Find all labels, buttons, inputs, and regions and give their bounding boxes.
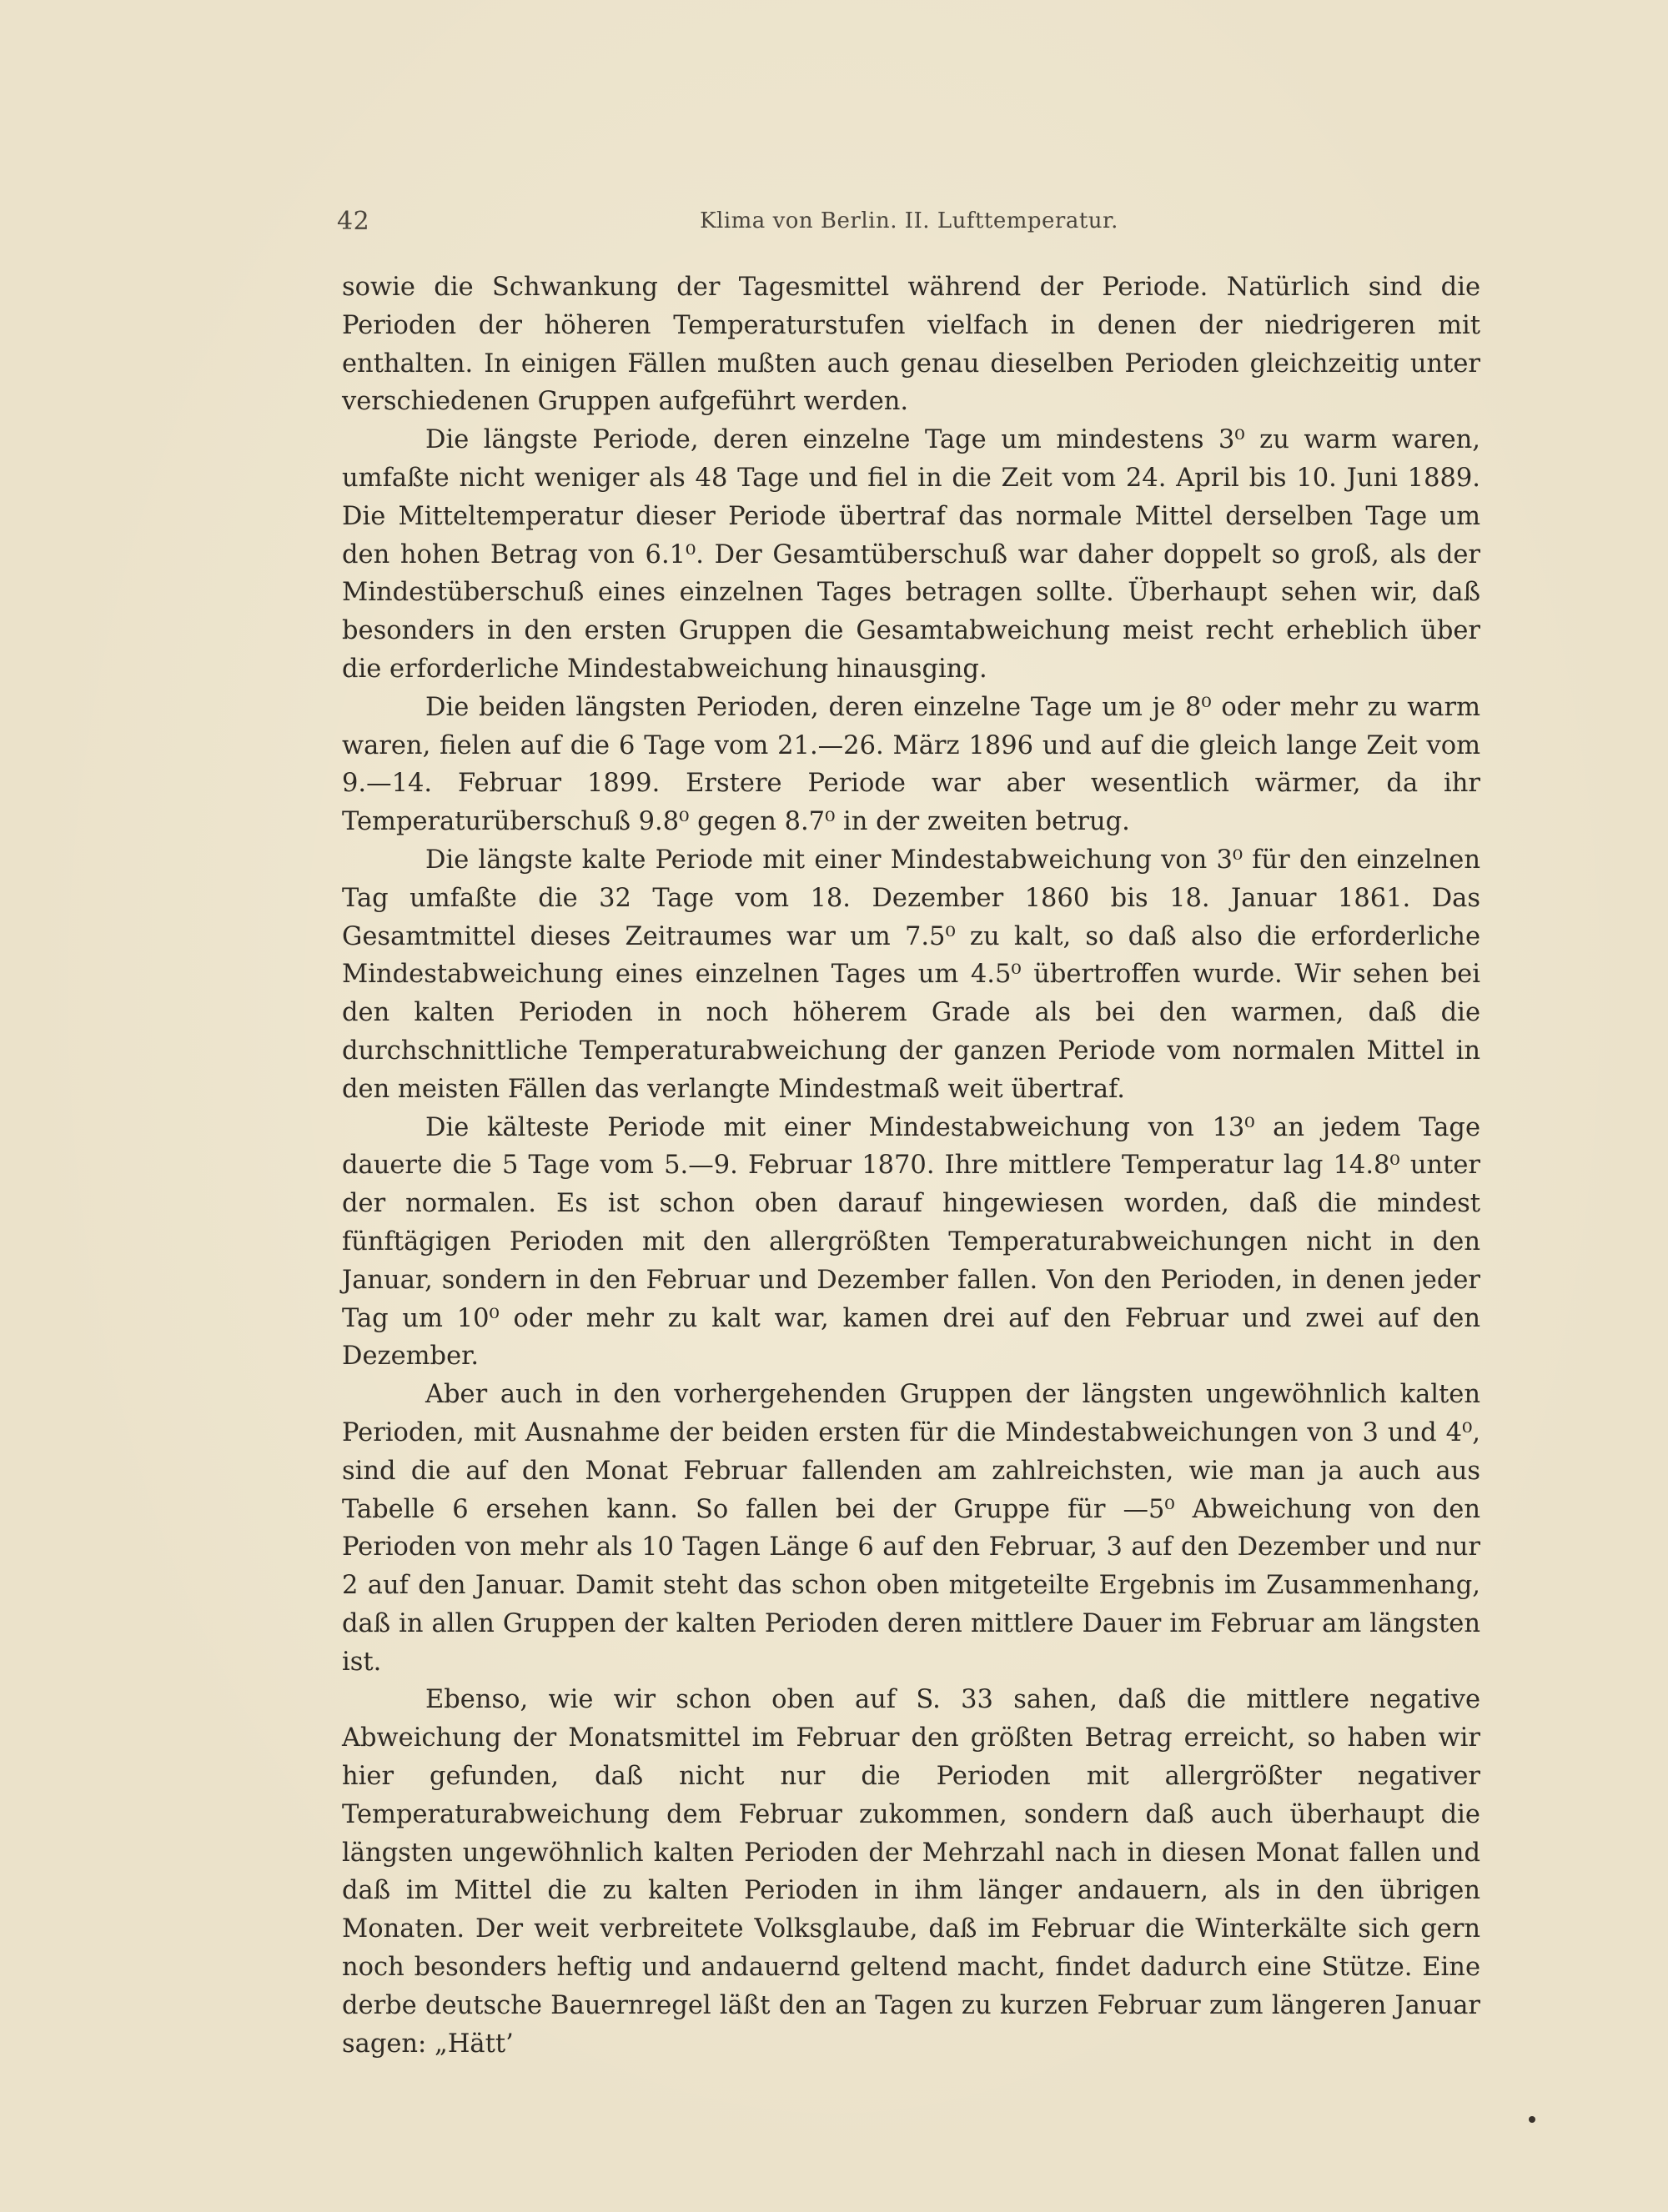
paper-speck — [1529, 2116, 1535, 2123]
paragraph-4: Die längste kalte Periode mit einer Mindestabweichung von 3⁰ für den einzelnen Tag umfaßte die 32 Tage vom 18. Dezember 1860 bis 18. Januar 1861. Das Gesamtmittel dieses Zeitraumes war um 7.5⁰ zu kalt, so daß also die erforderliche Mindestabweichung eines einzelnen Tages um 4.5⁰ übertroffen wurde. Wir sehen bei den kalten Perioden in noch höherem Grade als bei den warmen, daß die durchschnittliche Temperaturabweichung der ganzen Periode vom normalen Mittel in den meisten Fällen das verlangte Mindestmaß weit übertraf. — [342, 845, 1480, 1104]
paragraph-1: sowie die Schwankung der Tagesmittel während der Periode. Natürlich sind die Perioden der höheren Temperaturstufen vielfach in denen der niedrigeren mit enthalten. In einigen Fällen mußten auch genau dieselben Perioden gleichzeitig unter verschiedenen Gruppen aufgeführt werden. — [342, 273, 1480, 417]
paragraph-3: Die beiden längsten Perioden, deren einzelne Tage um je 8⁰ oder mehr zu warm waren, fielen auf die 6 Tage vom 21.—26. März 1896 und auf die gleich lange Zeit vom 9.—14. Februar 1899. Erstere Periode war aber wesentlich wärmer, da ihr Temperaturüberschuß 9.8⁰ gegen 8.7⁰ in der zweiten betrug. — [342, 692, 1480, 837]
paragraph-7: Ebenso, wie wir schon oben auf S. 33 sahen, daß die mittlere negative Abweichung der Monatsmittel im Februar den größten Betrag erreicht, so haben wir hier gefunden, daß nicht nur die Perioden mit allergrößter negativer Temperaturabweichung dem Februar zukommen, sondern daß auch überhaupt die längsten ungewöhnlich kalten Perioden der Mehrzahl nach in diesen Monat fallen und daß im Mittel die zu kalten Perioden in ihm länger andauern, als in den übrigen Monaten. Der weit verbreitete Volksglaube, daß im Februar die Winterkälte sich gern noch besonders heftig und andauernd geltend macht, findet dadurch eine Stütze. Eine derbe deutsche Bauernregel läßt den an Tagen zu kurzen Februar zum längeren Januar sagen: „Hätt’ — [342, 1685, 1480, 2059]
paragraph-5: Die kälteste Periode mit einer Mindestabweichung von 13⁰ an jedem Tage dauerte die 5 Tage vom 5.—9. Februar 1870. Ihre mittlere Temperatur lag 14.8⁰ unter der normalen. Es ist schon oben darauf hingewiesen worden, daß die mindest fünftägigen Perioden mit den allergrößten Temperaturabweichungen nicht in den Januar, sondern in den Februar und Dezember fallen. Von den Perioden, in denen jeder Tag um 10⁰ oder mehr zu kalt war, kamen drei auf den Februar und zwei auf den Dezember. — [342, 1112, 1480, 1372]
running-title: Klima von Berlin. II. Lufttemperatur. — [700, 208, 1118, 233]
paragraph-2: Die längste Periode, deren einzelne Tage um mindestens 3⁰ zu warm waren, umfaßte nicht weniger als 48 Tage und fiel in die Zeit vom 24. April bis 10. Juni 1889. Die Mitteltemperatur dieser Periode übertraf das normale Mittel derselben Tage um den hohen Betrag von 6.1⁰. Der Gesamtüberschuß war daher doppelt so groß, als der Mindestüberschuß eines einzelnen Tages betragen sollte. Überhaupt sehen wir, daß besonders in den ersten Gruppen die Gesamtabweichung meist recht erheblich über die erforderliche Mindestabweichung hinausging. — [342, 425, 1480, 684]
paragraph-6: Aber auch in den vorhergehenden Gruppen der längsten ungewöhnlich kalten Perioden, mit Ausnahme der beiden ersten für die Mindestabweichungen von 3 und 4⁰, sind die auf den Monat Februar fallenden am zahlreichsten, wie man ja auch aus Tabelle 6 ersehen kann. So fallen bei der Gruppe für —5⁰ Abweichung von den Perioden von mehr als 10 Tagen Länge 6 auf den Februar, 3 auf den Dezember und nur 2 auf den Januar. Damit steht das schon oben mitgeteilte Ergebnis im Zusammenhang, daß in allen Gruppen der kalten Perioden deren mittlere Dauer im Februar am längsten ist. — [342, 1380, 1480, 1677]
page-number: 42 — [337, 207, 370, 236]
body-text — [342, 268, 1480, 2063]
page-header — [337, 207, 1481, 240]
